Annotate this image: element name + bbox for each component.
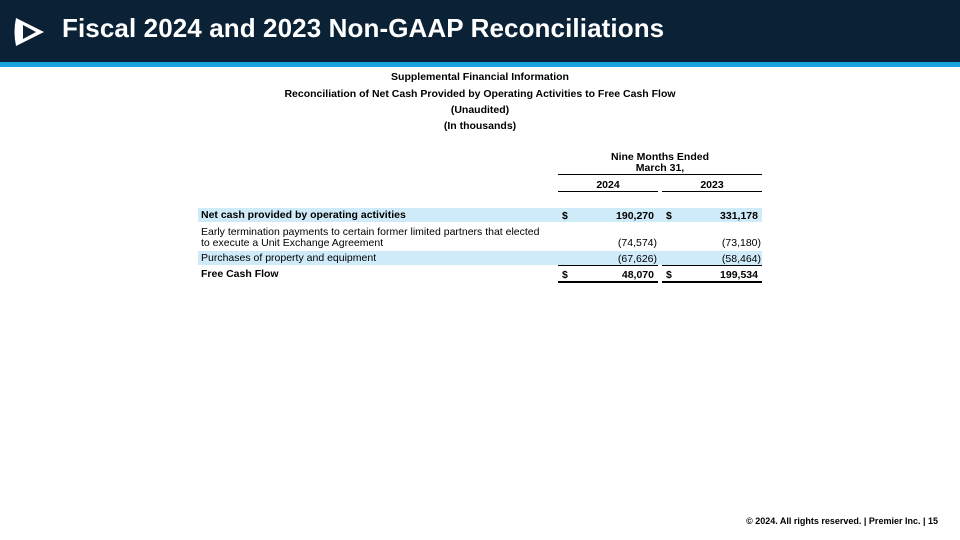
slide-footer: © 2024. All rights reserved. | Premier Inc. | 15 [746,516,938,526]
subheading-units: (In thousands) [443,120,517,132]
table-row-operating-cash [198,208,762,222]
value-2023: (58,464) [721,253,761,265]
value-2024: 190,270 [616,210,654,222]
period-header-line1: Nine Months Ended [611,151,709,163]
row-label: Purchases of property and equipment [201,252,377,264]
currency-2024: $ [562,269,568,281]
row-label: Free Cash Flow [201,268,279,280]
total-rule-2024 [558,281,658,283]
value-2023: (73,180) [721,237,761,249]
subheading-reconciliation: Reconciliation of Net Cash Provided by Operating Activities to Free Cash Flow [284,88,676,100]
value-2024: 48,070 [621,269,654,281]
value-2024: (74,574) [617,237,657,249]
column-header-2024: 2024 [596,179,620,191]
currency-2024: $ [562,210,568,222]
currency-2023: $ [666,269,672,281]
subtotal-rule-2023 [662,265,762,266]
period-header-line2: March 31, [635,162,685,174]
currency-2023: $ [666,210,672,222]
subtotal-rule-2024 [558,265,658,266]
row-label [201,227,539,249]
period-header [558,152,762,174]
period-header-rule [558,174,762,175]
value-2023: 331,178 [720,210,758,222]
value-2024: (67,626) [617,253,657,265]
header-accent-stripe [0,62,960,67]
column-header-2023: 2023 [700,179,724,191]
total-rule-2023 [662,281,762,283]
premier-logo-icon [12,16,48,48]
row-label-line2: to execute a Unit Exchange Agreement [201,237,384,249]
row-label: Net cash provided by operating activities [201,209,406,221]
table-row-capex [198,251,762,265]
subheading-supplemental: Supplemental Financial Information [391,71,569,83]
column-rule-2024 [558,191,658,192]
slide-title: Fiscal 2024 and 2023 Non-GAAP Reconciliations [62,13,665,43]
value-2023: 199,534 [720,269,758,281]
table-row-free-cash-flow [198,267,762,281]
subheading-unaudited: (Unaudited) [450,104,510,116]
row-label-line1: Early termination payments to certain former limited partners that elected [201,226,540,238]
column-rule-2023 [662,191,762,192]
table-row-early-termination [198,226,762,250]
